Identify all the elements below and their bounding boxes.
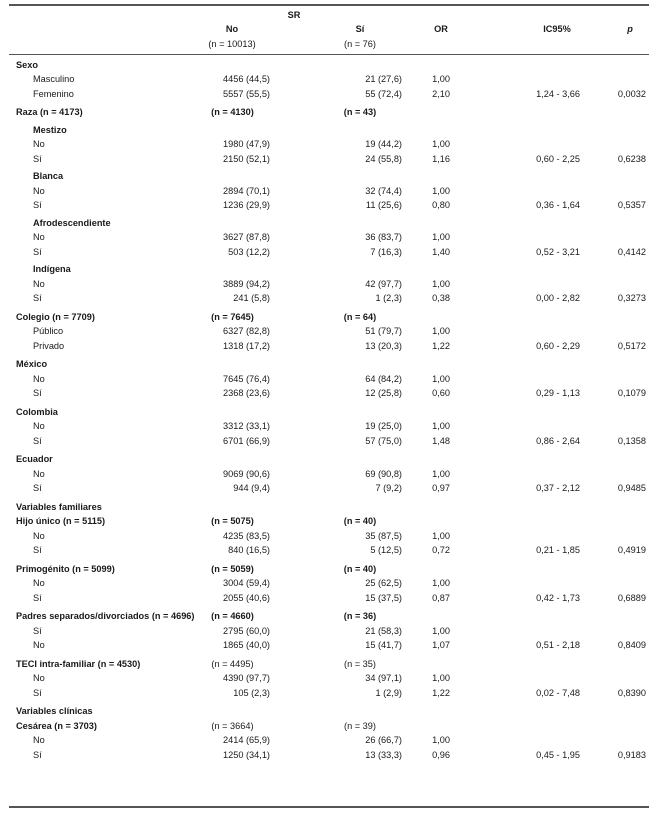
cell-si: 12 (25,8) [365,388,402,398]
cell-si: 25 (62,5) [365,578,402,588]
cell-p: 0,6889 [617,592,646,603]
cell-or: 1,00 [432,578,450,588]
n-si-total: (n = 76) [344,39,376,49]
cell-ic95: 0,00 - 2,82 [536,293,580,303]
cell-no: 4390 (97,7) [223,673,270,683]
cell-or: 1,00 [432,278,450,289]
cell-si: 21 (58,3) [365,625,402,636]
group-n-si: (n = 39) [344,720,376,731]
cell-no: 2055 (40,6) [223,592,270,603]
section-label: Primogénito (n = 5099) [16,563,115,574]
row-label: Privado [33,340,65,351]
cell-p: 0,9183 [617,749,646,760]
cell-p: 0,8409 [617,640,646,650]
cell-si: 32 (74,4) [365,185,402,196]
cell-si: 13 (20,3) [365,340,402,351]
cell-si: 5 (12,5) [370,545,402,555]
row-label: No [33,640,45,650]
row-label: No [33,232,45,242]
section-label: Sexo [16,59,38,70]
cell-or: 2,10 [432,88,450,99]
row-label: No [33,373,45,384]
cell-or: 0,60 [432,388,450,398]
section-label: Ecuador [16,454,53,464]
cell-si: 1 (2,3) [375,293,402,303]
row-label: Sí [33,592,42,603]
row-label: Sí [33,200,42,210]
cell-or: 1,00 [432,625,450,636]
cell-si: 26 (66,7) [365,735,402,745]
cell-no: 3889 (94,2) [223,278,270,289]
cell-no: 6701 (66,9) [223,435,270,446]
group-n-no: (n = 3664) [211,720,254,731]
cell-or: 1,22 [432,687,450,698]
cell-ic95: 0,52 - 3,21 [536,246,580,257]
cell-ic95: 0,29 - 1,13 [536,388,580,398]
cell-ic95: 0,60 - 2,25 [536,153,580,164]
row-label: Sí [33,483,42,493]
cell-si: 7 (16,3) [370,246,402,257]
subgroup-label: Afrodescendiente [33,217,111,228]
cell-or: 1,40 [432,246,450,257]
cell-no: 2894 (70,1) [223,185,270,196]
cell-p: 0,9485 [617,483,646,493]
row-label: No [33,278,45,289]
cell-or: 1,22 [432,340,450,351]
section-label: Hijo único (n = 5115) [16,516,106,526]
group-n-no: (n = 4660) [211,611,254,621]
row-label: Sí [33,246,42,257]
cell-or: 0,72 [432,545,450,555]
group-n-si: (n = 36) [343,611,377,621]
cell-si: 24 (55,8) [365,153,402,164]
cell-ic95: 0,36 - 1,64 [536,200,580,210]
column-header-ic95: IC95% [543,24,571,34]
header-rule [9,54,649,55]
cell-si: 34 (97,1) [365,673,402,683]
cell-no: 840 (16,5) [228,545,270,555]
section-label: Raza (n = 4173) [16,107,83,117]
row-label: Sí [33,749,42,760]
cell-no: 2414 (65,9) [223,735,270,745]
cell-si: 55 (72,4) [365,88,402,99]
cell-no: 1236 (29,9) [223,200,270,210]
group-n-no: (n = 7645) [211,311,254,322]
cell-no: 1318 (17,2) [223,340,270,351]
cell-no: 1865 (40,0) [223,640,270,650]
cell-si: 19 (44,2) [365,139,402,149]
cell-si: 13 (33,3) [365,749,402,760]
group-n-si: (n = 40) [343,516,377,526]
cell-si: 57 (75,0) [365,435,402,446]
cell-or: 0,38 [432,293,450,303]
row-label: Sí [33,545,42,555]
cell-no: 503 (12,2) [228,246,270,257]
cell-no: 7645 (76,4) [223,373,270,384]
bottom-rule [9,806,649,808]
section-label: Colombia [16,406,58,417]
cell-ic95: 1,24 - 3,66 [536,88,580,99]
cell-si: 64 (84,2) [365,373,402,384]
row-label: No [33,421,45,431]
column-header-no: No [225,24,239,34]
cell-or: 1,48 [432,435,450,446]
cell-p: 0,6238 [617,153,646,164]
cell-or: 1,00 [432,74,450,84]
cell-si: 21 (27,6) [365,74,402,84]
cell-no: 3312 (33,1) [223,421,270,431]
subgroup-label: Mestizo [33,124,67,135]
section-label: Cesárea (n = 3703) [16,720,97,731]
cell-no: 2150 (52,1) [223,153,270,164]
cell-si: 69 (90,8) [365,468,402,479]
cell-ic95: 0,86 - 2,64 [536,435,580,446]
cell-p: 0,5172 [617,340,646,351]
section-label: Variables clínicas [16,706,93,716]
row-label: Sí [33,687,42,698]
cell-si: 15 (37,5) [365,592,402,603]
row-label: No [33,185,45,196]
cell-no: 5557 (55,5) [223,88,270,99]
row-label: Sí [33,293,42,303]
cell-or: 1,00 [432,735,450,745]
row-label: Sí [33,153,42,164]
cell-no: 4456 (44,5) [223,74,270,84]
cell-no: 3627 (87,8) [223,232,270,242]
cell-or: 0,87 [432,592,450,603]
cell-or: 1,00 [432,373,450,384]
cell-no: 3004 (59,4) [223,578,270,588]
cell-no: 6327 (82,8) [223,326,270,336]
cell-ic95: 0,45 - 1,95 [536,749,580,760]
cell-p: 0,1079 [617,388,646,398]
cell-or: 0,96 [432,749,450,760]
cell-no: 105 (2,3) [233,687,270,698]
cell-si: 35 (87,5) [365,530,402,541]
cell-or: 1,00 [432,421,450,431]
cell-no: 4235 (83,5) [223,530,270,541]
subgroup-label: Blanca [33,171,64,181]
section-label: Padres separados/divorciados (n = 4696) [16,611,195,621]
row-label: No [33,578,45,588]
group-n-si: (n = 40) [343,563,377,574]
column-header-p: p [627,24,633,34]
n-no-total: (n = 10013) [208,39,256,49]
section-label: TECI intra-familiar (n = 4530) [16,658,141,669]
group-n-no: (n = 5059) [211,563,254,574]
row-label: No [33,530,45,541]
row-label: Público [33,326,64,336]
group-n-no: (n = 5075) [211,516,254,526]
section-label: México [16,359,48,369]
cell-or: 1,00 [432,326,450,336]
cell-p: 0,4142 [617,246,646,257]
cell-si: 42 (97,7) [365,278,402,289]
group-n-no: (n = 4130) [211,107,254,117]
cell-no: 1980 (47,9) [223,139,270,149]
row-label: No [33,673,45,683]
column-header-or: OR [434,24,448,34]
cell-no: 944 (9,4) [233,483,270,493]
group-n-si: (n = 35) [344,658,376,669]
cell-or: 1,07 [432,640,450,650]
cell-no: 9069 (90,6) [223,468,270,479]
group-n-si: (n = 64) [343,311,377,322]
cell-si: 1 (2,9) [375,687,402,698]
group-n-si: (n = 43) [343,107,377,117]
cell-or: 1,00 [432,139,450,149]
cell-si: 7 (9,2) [375,483,402,493]
row-label: Masculino [33,74,75,84]
cell-p: 0,4919 [617,545,646,555]
cell-ic95: 0,60 - 2,29 [536,340,580,351]
cell-si: 36 (83,7) [365,232,402,242]
row-label: Sí [33,435,42,446]
row-label: No [33,468,45,479]
cell-or: 0,80 [432,200,450,210]
cell-p: 0,3273 [617,293,646,303]
cell-si: 51 (79,7) [365,326,402,336]
top-rule [9,4,649,6]
cell-p: 0,5357 [617,200,646,210]
group-header-sr: SR [287,10,301,20]
cell-no: 241 (5,8) [233,293,270,303]
cell-ic95: 0,37 - 2,12 [536,483,580,493]
cell-ic95: 0,21 - 1,85 [536,545,580,555]
cell-or: 0,97 [432,483,450,493]
cell-or: 1,00 [432,185,450,196]
row-label: No [33,735,45,745]
row-label: Sí [33,625,42,636]
group-n-no: (n = 4495) [211,658,254,669]
cell-or: 1,00 [432,468,450,479]
row-label: No [33,139,45,149]
cell-si: 15 (41,7) [365,640,402,650]
cell-or: 1,16 [432,153,450,164]
cell-p: 0,1358 [617,435,646,446]
cell-p: 0,0032 [617,88,646,99]
section-label: Colegio (n = 7709) [16,311,95,322]
cell-ic95: 0,51 - 2,18 [536,640,580,650]
cell-no: 2368 (23,6) [223,388,270,398]
cell-or: 1,00 [432,673,450,683]
cell-ic95: 0,42 - 1,73 [536,592,580,603]
cell-no: 2795 (60,0) [223,625,270,636]
cell-or: 1,00 [432,530,450,541]
cell-p: 0,8390 [617,687,646,698]
column-header-si: Sí [355,24,365,34]
row-label: Sí [33,388,42,398]
cell-no: 1250 (34,1) [223,749,270,760]
row-label: Femenino [33,88,74,99]
cell-si: 11 (25,6) [365,200,402,210]
cell-si: 19 (25,0) [365,421,402,431]
subgroup-label: Indígena [33,264,71,274]
cell-or: 1,00 [432,232,450,242]
section-label: Variables familiares [16,501,102,512]
cell-ic95: 0,02 - 7,48 [536,687,580,698]
